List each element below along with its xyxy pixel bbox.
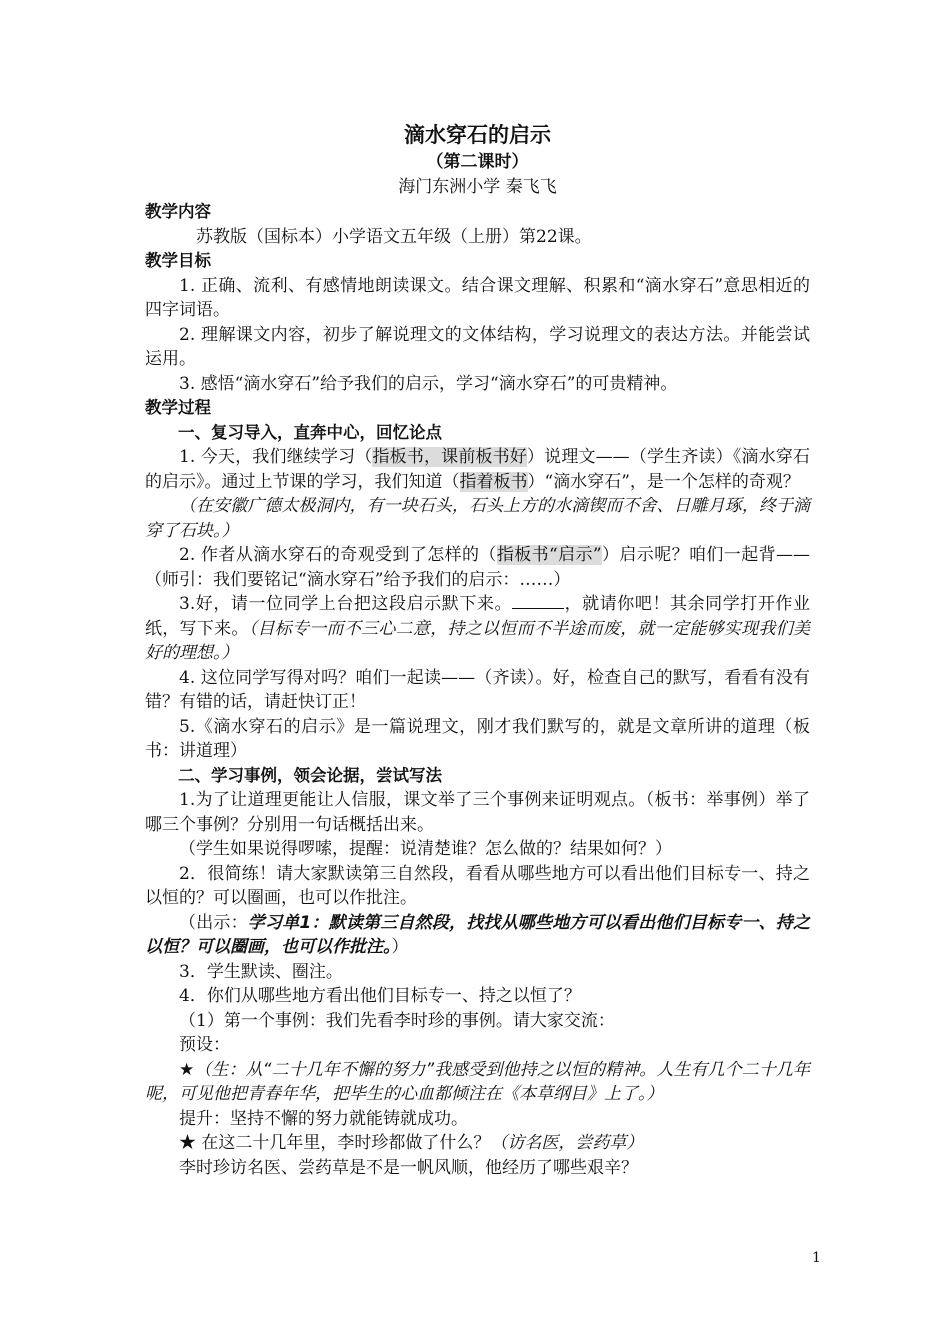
paragraph-5: 5.《滴水穿石的启示》是一篇说理文，刚才我们默写的，就是文章所讲的道理（板书：讲道理） [145, 716, 810, 761]
part-1-heading: 一、复习导入，直奔中心，回忆论点 [178, 422, 442, 442]
section-heading-content: 教学内容 [145, 202, 211, 221]
question-2: 2．很简练！请大家默读第三自然段，看看从哪些地方可以看出他们目标专一、持之以恒的？可以圈画，也可以作批注。 [145, 863, 810, 908]
question-1: 1.为了让道理更能让人信服，课文举了三个事例来证明观点。（板书：举事例）举了哪三个事例？分别用一句话概括出来。 [145, 790, 810, 835]
preset-label: 预设： [179, 1035, 230, 1055]
question-3: 3．学生默读、圈注。 [179, 961, 343, 982]
paragraph-3-text-a: 3.好，请一位同学上台把这段启示默下来。 [179, 594, 513, 614]
question-4: 4．你们从哪些地方看出他们目标专一、持之以恒了？ [179, 986, 581, 1006]
star-point-1: ★（生：从“二十几年不懈的努力”我感受到他持之以恒的精神。人生有几个二十几年呢，可见他把青春年华，把毕生的心血都倾注在《本草纲目》上了。） [145, 1059, 810, 1104]
last-question: 李时珍访名医、尝药草是不是一帆风顺，他经历了哪些艰辛？ [179, 1157, 638, 1178]
document-title: 滴水穿石的启示 [404, 122, 551, 147]
paragraph-2-text-b: ）启示呢？咱们一起背——（师引：我们要铭记“滴水穿石”给予我们的启示：……） [145, 545, 811, 590]
part-2-heading: 二、学习事例，领会论据，尝试写法 [178, 765, 442, 785]
paragraph-3-text-b: ，就请你吧！其余同学打开作业纸，写下来。 [145, 594, 810, 639]
paragraph-1-text-c: ）“滴水穿石”，是一个怎样的奇观？ [527, 471, 800, 492]
paragraph-1-text-b: ）说理文——（学生齐读）《滴水穿石的启示》。通过上节课的学习，我们知道（ [145, 447, 811, 492]
question-4-example-1: （1）第一个事例：我们先看李时珍的事例。请大家交流： [179, 1010, 615, 1031]
highlight-board-note-1: 指板书，课前板书好 [372, 447, 527, 467]
document-content [145, 120, 810, 1180]
goal-3: 3. 感悟“滴水穿石”给予我们的启示，学习“滴水穿石”的可贵精神。 [179, 373, 678, 394]
paragraph-1-text-a: 1. 今天，我们继续学习（ [179, 447, 373, 467]
section-heading-goals: 教学目标 [145, 251, 211, 270]
section-heading-process: 教学过程 [145, 398, 211, 417]
blank-underline [512, 594, 564, 609]
star-point-2-answer: （访名医，尝药草） [490, 1133, 644, 1153]
paragraph-1 [145, 445, 810, 494]
paragraph-3-answer: （目标专一而不三心二意，持之以恒而不半途而废，就一定能够实现我们美好的理想。） [145, 618, 811, 663]
document-subtitle: （第二课时） [426, 152, 529, 172]
content-text: 苏教版（国标本）小学语文五年级（上册）第22课。 [196, 226, 592, 247]
highlight-board-note-2: 指着板书 [459, 471, 528, 492]
paragraph-2-text-a: 2. 作者从滴水穿石的奇观受到了怎样的（ [179, 545, 497, 565]
goal-2: 2. 理解课文内容，初步了解说理文的文体结构，学习说理文的表达方法。并能尝试运用。 [145, 324, 810, 369]
worksheet-suffix: ） [391, 937, 409, 957]
author-line: 海门东洲小学 秦飞飞 [398, 177, 557, 197]
highlight-board-note-3: 指板书“启示” [496, 545, 602, 565]
star-point-2-question: ★ 在这二十几年里，李时珍都做了什么？ [179, 1133, 491, 1153]
paragraph-4: 4. 这位同学写得对吗？咱们一起读——（齐读）。好，检查自己的默写，看看有没有错？有错的话，请赶快订正！ [145, 667, 810, 712]
star-point-2 [145, 1131, 810, 1156]
question-1-note: （学生如果说得啰嗦，提醒：说清楚谁？怎么做的？结果如何？） [179, 839, 672, 859]
worksheet-prompt [145, 911, 810, 960]
lift-point: 提升：坚持不懈的努力就能铸就成功。 [179, 1108, 468, 1129]
paragraph-3 [145, 592, 810, 666]
page-number: 1 [812, 1250, 821, 1266]
paragraph-2 [145, 543, 810, 592]
goal-1: 1. 正确、流利、有感情地朗读课文。结合课文理解、积累和“滴水穿石”意思相近的四字词语。 [145, 275, 810, 320]
paragraph-1-answer: （在安徽广德太极洞内，有一块石头，石头上方的水滴锲而不舍、日雕月琢，终于滴穿了石块。） [145, 496, 810, 541]
worksheet-prefix: （出示： [179, 912, 248, 933]
worksheet-text: 学习单1：默读第三自然段，找找从哪些地方可以看出他们目标专一、持之以恒？可以圈画，也可以作批注。 [145, 912, 810, 957]
